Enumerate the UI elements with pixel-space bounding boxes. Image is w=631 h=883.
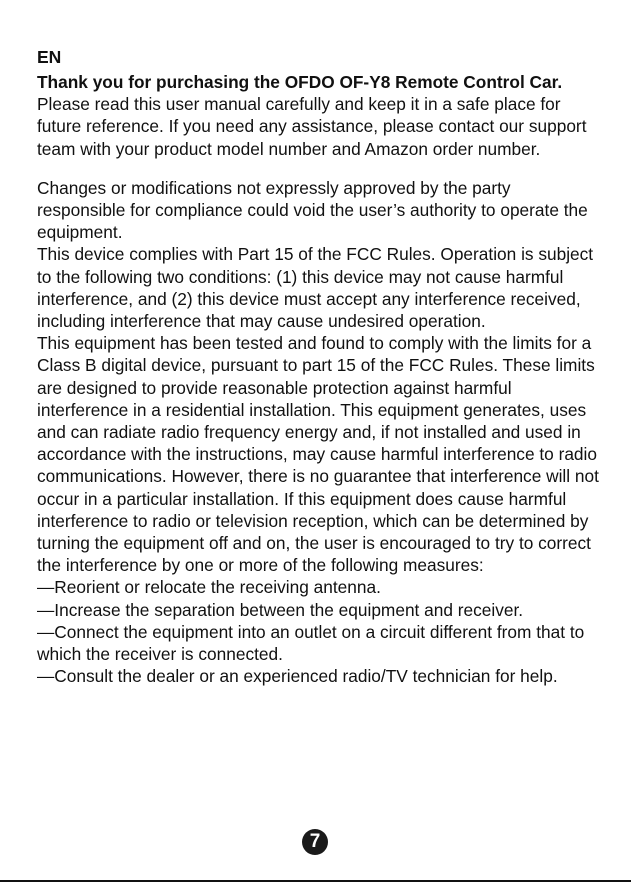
language-tag: EN <box>37 47 62 67</box>
measure-item: —Reorient or relocate the receiving antenna. <box>37 577 381 598</box>
intro-body: Please read this user manual carefully and keep it in a safe place for future reference. If you need any assistance, please contact our support team with your product model number and Amazon order number. <box>37 94 587 159</box>
intro-lead: Thank you for purchasing the OFDO OF-Y8 Remote Control Car. <box>37 72 563 92</box>
bottom-rule <box>0 880 631 882</box>
measure-item: —Connect the equipment into an outlet on a circuit different from that to which the receiver is connected. <box>37 621 585 665</box>
page-number-badge: 7 <box>302 829 328 855</box>
intro-paragraph <box>37 71 603 160</box>
measures-list <box>37 576 603 687</box>
fcc-modifications-paragraph: Changes or modifications not expressly approved by the party responsible for compliance could void the user’s authority to operate the equipment. <box>37 177 588 243</box>
fcc-part15-paragraph: This device complies with Part 15 of the FCC Rules. Operation is subject to the following two conditions: (1) this device may not cause harmful interference, and (2) this device must accept any interference received, including interference that may cause undesired operation. <box>37 244 594 332</box>
measure-item: —Consult the dealer or an experienced radio/TV technician for help. <box>37 666 558 687</box>
manual-page <box>37 46 603 687</box>
fcc-classb-paragraph: This equipment has been tested and found to comply with the limits for a Class B digital device, pursuant to part 15 of the FCC Rules. These limits are designed to provide reasonable protection against harmful interference in a residential installation. This equipment generates, uses and can radiate radio frequency energy and, if not installed and used in accordance with the instructions, may cause harmful interference to radio communications. However, there is no guarantee that interference will not occur in a particular installation. If this equipment does cause harmful interference to radio or television reception, which can be determined by turning the equipment off and on, the user is encouraged to try to correct the interference by one or more of the following measures: <box>37 333 599 576</box>
measure-item: —Increase the separation between the equipment and receiver. <box>37 599 524 620</box>
